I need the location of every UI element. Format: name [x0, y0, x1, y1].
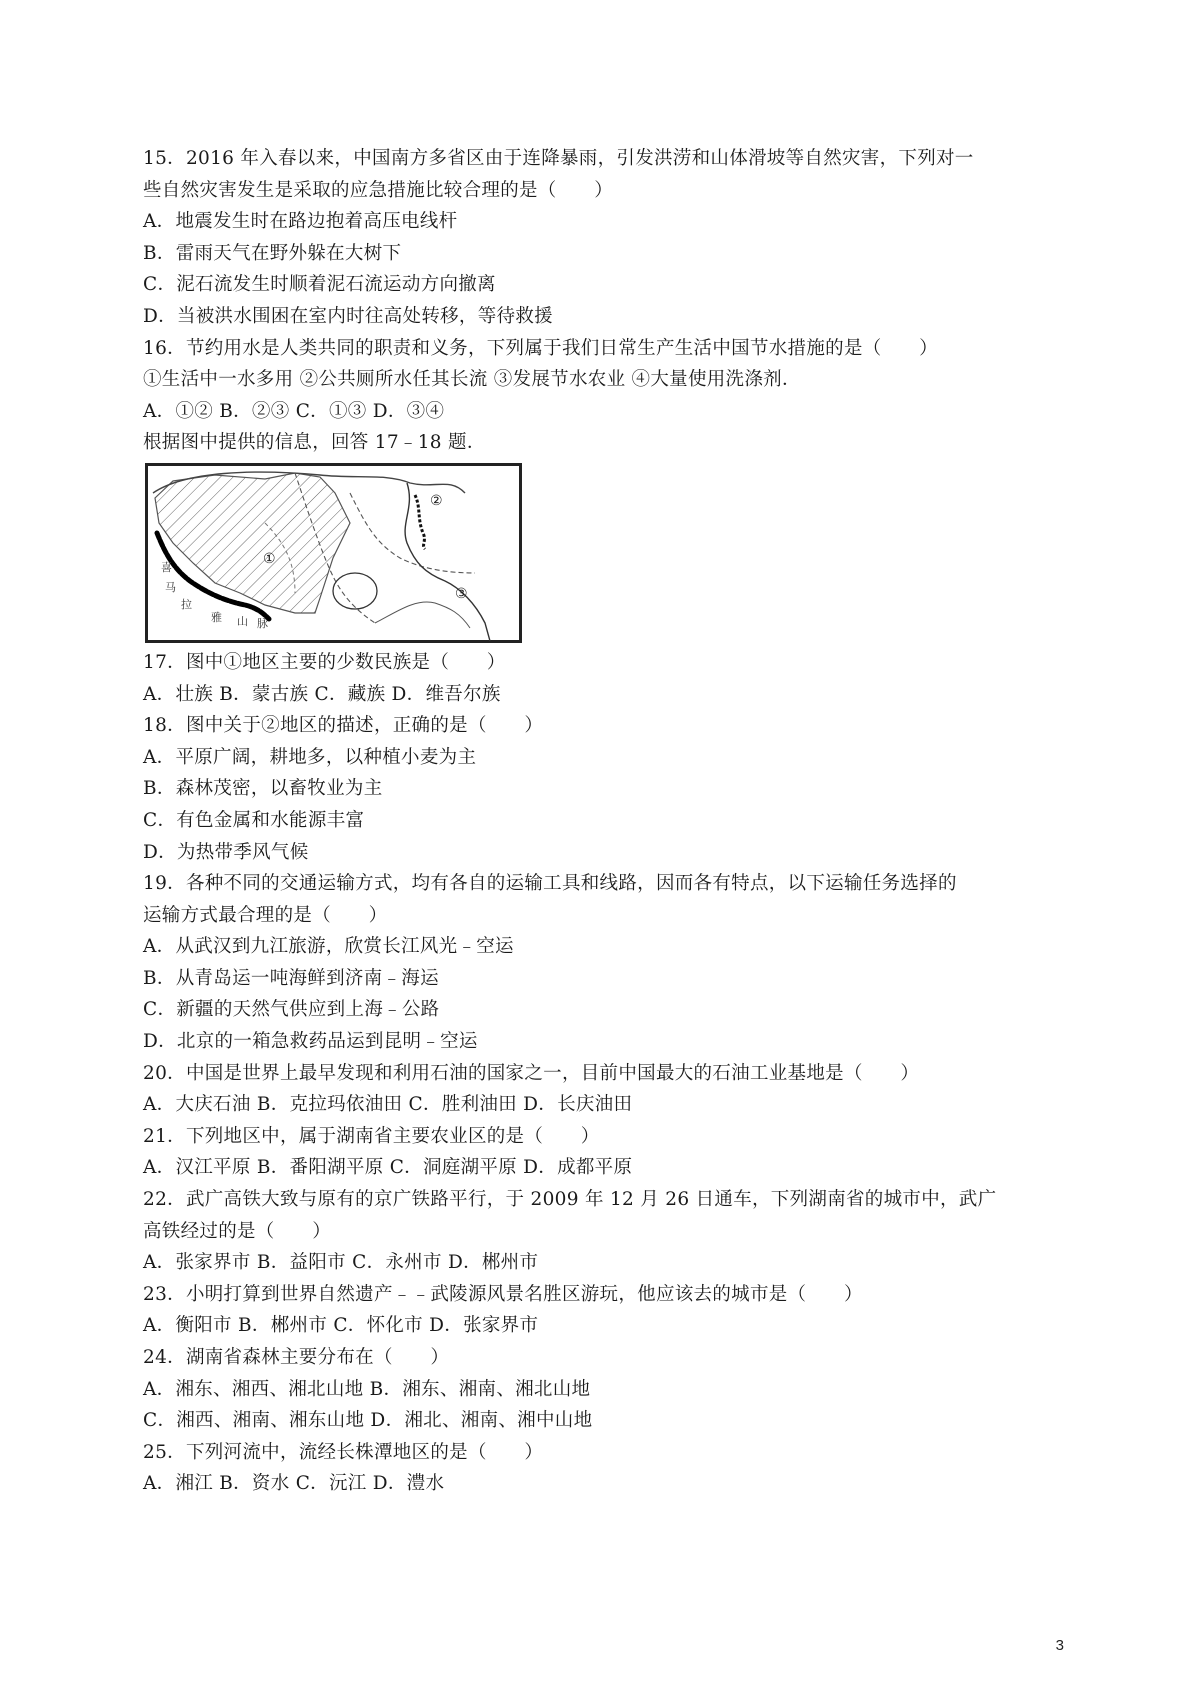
question-15-option-c: C．泥石流发生时顺着泥石流运动方向撤离	[143, 274, 496, 296]
question-21-options: A．汉江平原 B．番阳湖平原 C．洞庭湖平原 D．成都平原	[143, 1157, 633, 1179]
range-char-6: 脉	[257, 616, 268, 630]
map-label-region-1: ①	[263, 550, 276, 567]
question-19-option-a: A．从武汉到九江旅游，欣赏长江风光﹣空运	[143, 936, 514, 958]
range-char-2: 马	[165, 580, 176, 594]
range-char-1: 喜	[161, 560, 172, 574]
question-25-options: A．湘江 B．资水 C．沅江 D．澧水	[143, 1473, 445, 1495]
question-17-options: A．壮族 B．蒙古族 C．藏族 D．维吾尔族	[143, 683, 501, 705]
question-22-options: A．张家界市 B．益阳市 C．永州市 D．郴州市	[143, 1252, 539, 1274]
question-15-stem-cont: 些自然灾害发生是采取的应急措施比较合理的是（ ）	[143, 179, 614, 201]
question-20-stem: 20．中国是世界上最早发现和利用石油的国家之一，目前中国最大的石油工业基地是（ ）	[143, 1062, 920, 1084]
question-19-stem: 19．各种不同的交通运输方式，均有各自的运输工具和线路，因而各有特点，以下运输任务选择的	[143, 873, 957, 895]
question-15-option-d: D．当被洪水围困在室内时往高处转移，等待救援	[143, 305, 553, 327]
question-16-options: A．①② B．②③ C．①③ D．③④	[143, 400, 445, 422]
map-label-region-3: ③	[455, 585, 468, 602]
question-18-stem: 18．图中关于②地区的描述，正确的是（ ）	[143, 715, 544, 737]
question-21-stem: 21．下列地区中，属于湖南省主要农业区的是（ ）	[143, 1125, 600, 1147]
range-char-5: 山	[237, 614, 248, 628]
question-24-stem: 24．湖南省森林主要分布在（ ）	[143, 1347, 450, 1368]
question-18-option-c: C．有色金属和水能源丰富	[143, 809, 365, 831]
questions-17-18-intro: 根据图中提供的信息，回答 17﹣18 题．	[143, 432, 486, 454]
question-19-option-d: D．北京的一箱急救药品运到昆明﹣空运	[143, 1031, 478, 1053]
question-16-stem: 16．节约用水是人类共同的职责和义务，下列属于我们日常生产生活中国节水措施的是（ ）	[143, 337, 938, 359]
page-number: 3	[1055, 1637, 1064, 1654]
china-map-figure	[145, 463, 522, 643]
question-15-option-b: B．雷雨天气在野外躲在大树下	[143, 242, 402, 264]
question-16-items: ①生活中一水多用 ②公共厕所水任其长流 ③发展节水农业 ④大量使用洗涤剂．	[143, 369, 801, 391]
question-22-stem-cont: 高铁经过的是（ ）	[143, 1220, 332, 1242]
map-image	[145, 463, 522, 643]
question-18-option-b: B．森林茂密，以畜牧业为主	[143, 778, 383, 800]
question-24-options-ab: A．湘东、湘西、湘北山地 B．湘东、湘南、湘北山地	[143, 1378, 591, 1400]
question-20-options: A．大庆石油 B．克拉玛依油田 C．胜利油田 D．长庆油田	[143, 1094, 633, 1116]
question-22-stem: 22．武广高铁大致与原有的京广铁路平行，于 2009 年 12 月 26 日通车，下列湖南省的城市中，武广	[143, 1189, 997, 1211]
question-19-option-b: B．从青岛运一吨海鲜到济南﹣海运	[143, 967, 439, 989]
question-25-stem: 25．下列河流中，流经长株潭地区的是（ ）	[143, 1441, 544, 1463]
question-15-stem: 15．2016 年入春以来，中国南方多省区由于连降暴雨，引发洪涝和山体滑坡等自然灾害，下列对一	[143, 148, 974, 169]
question-18-option-a: A．平原广阔，耕地多，以种植小麦为主	[143, 746, 477, 768]
question-23-stem: 23．小明打算到世界自然遗产﹣﹣武陵源风景名胜区游玩，他应该去的城市是（ ）	[143, 1283, 863, 1305]
question-19-option-c: C．新疆的天然气供应到上海﹣公路	[143, 999, 440, 1021]
question-23-options: A．衡阳市 B．郴州市 C．怀化市 D．张家界市	[143, 1315, 539, 1337]
question-19-stem-cont: 运输方式最合理的是（ ）	[143, 904, 388, 926]
question-15-option-a: A．地震发生时在路边抱着高压电线杆	[143, 211, 458, 233]
question-content	[143, 143, 1063, 1500]
range-char-4: 雅	[211, 610, 222, 624]
question-18-option-d: D．为热带季风气候	[143, 841, 309, 863]
map-label-region-2: ②	[430, 492, 443, 509]
question-24-options-cd: C．湘西、湘南、湘东山地 D．湘北、湘南、湘中山地	[143, 1410, 593, 1432]
question-17-stem: 17．图中①地区主要的少数民族是（ ）	[143, 651, 506, 673]
range-char-3: 拉	[181, 597, 192, 611]
